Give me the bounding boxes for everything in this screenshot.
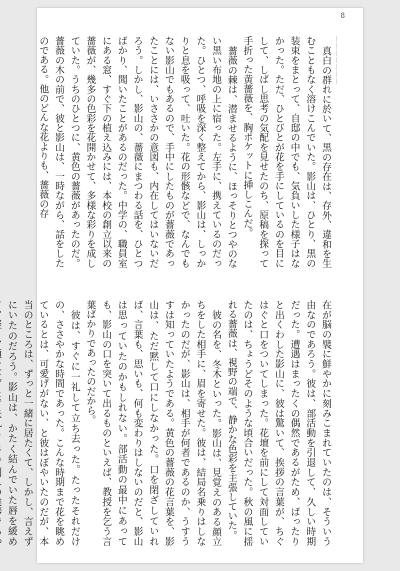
paragraph: 彼は、すぐに一礼して立ち去った。たったそれだけの、ささやかな時間であった。こんな時期まで花を眺めているとは、可愛げがない、と彼はぼやいたのだが、本当のところは、ずっと一緒に居たくて、しかし、言えずにいたのだろう。影山は、かたく結んでいた唇を緩め (5, 300, 80, 546)
upper-text-block (37, 36, 333, 268)
paragraph: 在が脳の襞に鮮やかに刻みこまれていたのは、そういう由なのであろう。彼は、部活動を引退して、久しい時期だった。遭遇はまったくの偶然であるがため、ばったりと出くわした影山に、彼は驚いて、挨拶の言葉が、ちぐはぐと口をついてしまった。花壇を前にして対面していたのは、ちょうどそのような頃合いだった。秋の風に揺れる薔薇は、視野の端で、静かな色彩を主張していた。 (225, 300, 331, 546)
paragraph: 彼の名を、冬木といった。影山は、見覚えのある顔立ちをした相手に、眉を寄せた。彼は、結局名乗りはしなかったのだが、影山は、相手が何者であるのか、うすうすは知っていたようである。黄色の薔薇の花言葉を、影山は、ただ黙して口にしなかった。口を閉ざしていれば、言葉も、思いも、何も変わりはしないのだと、影山は思っていたのかもしれない。部活動の最中にあっても、影山の口を突いて出るものといえば、教授を乞う言葉ばかりであったのだから。 (84, 300, 222, 546)
header-dotted-rule: ………………… (334, 36, 341, 85)
book-page (5, 8, 363, 563)
paragraph: 真白の群れに於いて、黒の存在は、存外、違和を生むこともなく溶けこんでいた。影山は、ひとり、黒の装束をまとって、自邸の中でも、気負いした様子はなかった。ただ、ひとびとが花を手にしているのを目にして、しばし思考の気配を見せたのち、原稿を探って手折った黄薔薇を、胸ポケットに挿しこんだ。 (241, 36, 331, 268)
paragraph: 薔薇の棘は、潜ませるように、ほっそりとつやのない黒い布地の上に宿った。左手に、携えているのだった。ひとつ、呼吸を深く整えてから、影山は、しっかりと息を吸って、吐いた。花の形骸などで、なんでもない影山でもあるので、手中にしたものが薔薇であったことには、いささかの意図も、内在してはいないだろう。しかし、影山の、薔薇にまつわる話を、ひとつばかり、聞いたことがあるのだった。中学の、職員室にある窓、すぐ下の植え込みには、本校の創立以来の薔薇が、幾多の色彩を花開かせて、多様な彩りを成していた。うちのひとつに、黄色の薔薇があったのだ。薔薇の木の前で、彼と影山は、一時ながら、話をしたのである。他のどんな花よりも、薔薇の存 (37, 36, 237, 268)
lower-text-block (5, 300, 333, 546)
page-number: 8 (340, 12, 345, 20)
